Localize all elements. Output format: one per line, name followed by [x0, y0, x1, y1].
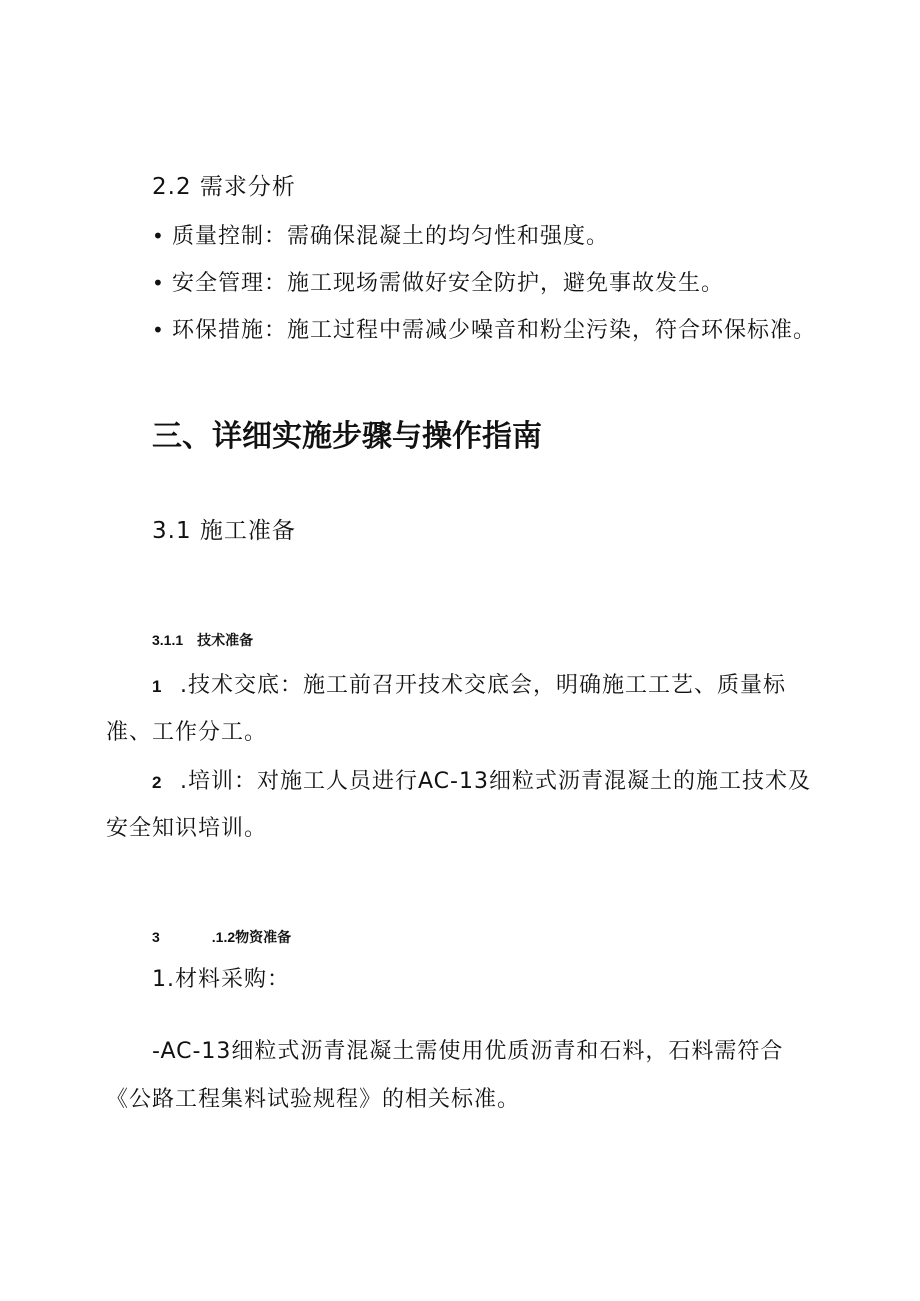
bullet-item-environment [152, 320, 816, 342]
bullet-mark: • [152, 318, 165, 342]
item-text: .技术交底：施工前召开技术交底会，明确施工工艺、质量标 [180, 673, 786, 698]
section-3-heading: 三、详细实施步骤与操作指南 [152, 419, 542, 454]
item-text: .培训：对施工人员进行AC-13细粒式沥青混凝土的施工技术及 [180, 769, 811, 794]
numbered-item-1-continuation: 准、工作分工。 [106, 720, 268, 745]
bullet-mark: • [152, 224, 165, 248]
bullet-mark: • [152, 271, 165, 295]
bullet-item-safety [152, 273, 724, 295]
item-number: 2 [152, 773, 163, 792]
material-paragraph-line-1: -AC-13细粒式沥青混凝土需使用优质沥青和石料，石料需符合 [152, 1039, 784, 1064]
numbered-item-1 [152, 675, 786, 697]
bullet-text: 安全管理：施工现场需做好安全防护，避免事故发生。 [172, 271, 725, 296]
item-number: 1 [152, 677, 163, 696]
bullet-text: 质量控制：需确保混凝土的均匀性和强度。 [172, 224, 610, 249]
material-paragraph-line-2: 《公路工程集料试验规程》的相关标准。 [106, 1087, 521, 1112]
section-2-2-heading: 2.2 需求分析 [152, 174, 296, 200]
heading-text: .1.2物资准备 [211, 929, 292, 945]
numbered-item-2-continuation: 安全知识培训。 [106, 816, 268, 841]
heading-number: 3 [152, 929, 160, 945]
section-3-1-1-heading: 3.1.1 技术准备 [152, 632, 254, 648]
section-3-1-heading: 3.1 施工准备 [152, 518, 296, 544]
material-procurement-item: 1.材料采购： [152, 967, 290, 992]
bullet-text: 环保措施：施工过程中需减少噪音和粉尘污染，符合环保标准。 [172, 318, 817, 343]
numbered-item-2 [152, 771, 811, 793]
section-3-1-2-heading [152, 930, 291, 944]
bullet-item-quality [152, 226, 609, 248]
